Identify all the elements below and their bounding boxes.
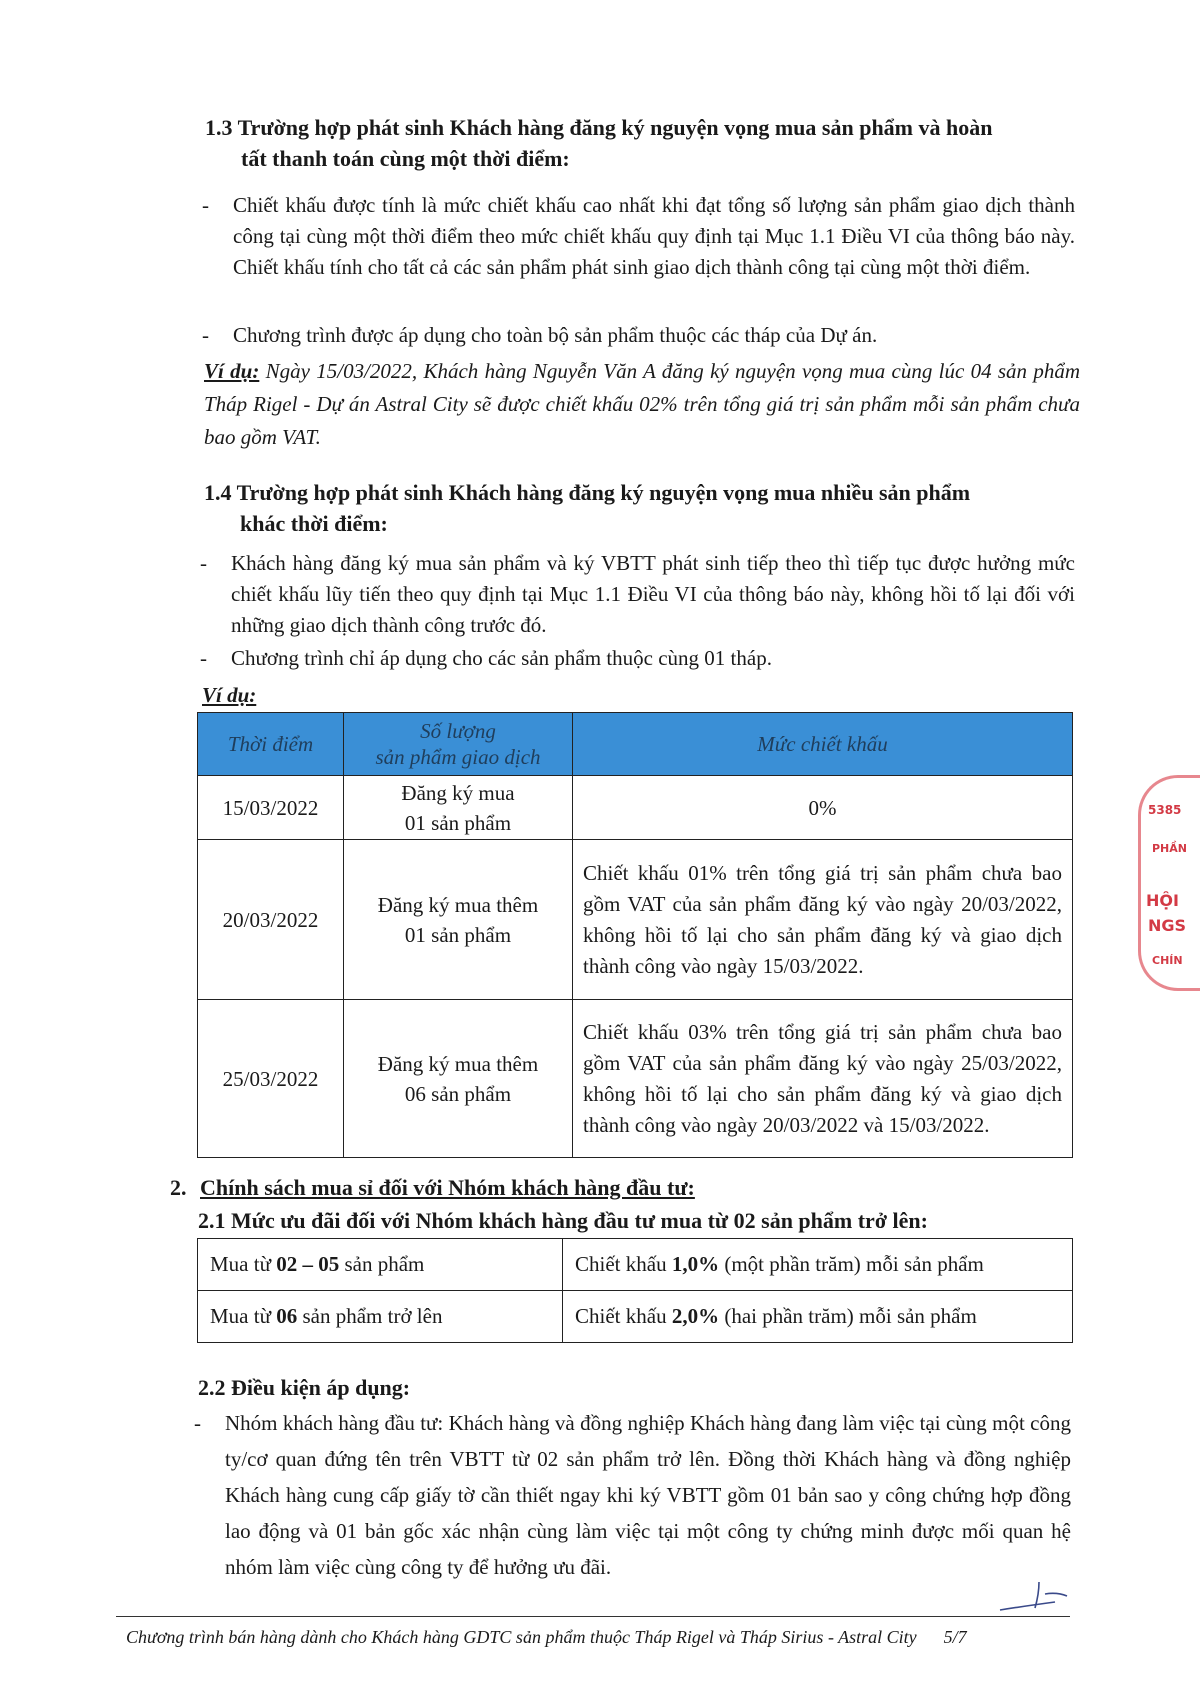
footer-text: Chương trình bán hàng dành cho Khách hàng GDTC sản phẩm thuộc Tháp Rigel và Tháp Sirius - Astral City [126, 1627, 917, 1647]
qty-prefix: Mua từ [210, 1252, 277, 1276]
qty-prefix: Mua từ [210, 1304, 277, 1328]
example-label-1-4: Ví dụ: [202, 683, 257, 707]
qty-suffix: sản phẩm trở lên [297, 1304, 443, 1328]
header-discount: Mức chiết khấu [573, 713, 1073, 776]
section-1-3-heading [205, 112, 1085, 174]
qty-line1: Đăng ký mua [401, 780, 515, 805]
qty-line1: Đăng ký mua thêm [377, 892, 539, 917]
section-2-1-heading: 2.1 Mức ưu đãi đối với Nhóm khách hàng đầu tư mua từ 02 sản phẩm trở lên: [198, 1208, 928, 1233]
cell-quantity [198, 1291, 563, 1343]
heading-line-2: tất thanh toán cùng một thời điểm: [241, 146, 570, 171]
qty-suffix: sản phẩm [339, 1252, 425, 1276]
table-header-row [198, 713, 1073, 776]
header-quantity-line1: Số lượng [420, 719, 496, 743]
stamp-text: NGS [1148, 916, 1187, 935]
cell-date: 20/03/2022 [198, 840, 344, 1000]
header-quantity [344, 713, 573, 776]
cell-quantity [198, 1239, 563, 1291]
cell-quantity [344, 1000, 573, 1158]
disc-suffix: (một phần trăm) mỗi sản phẩm [719, 1252, 984, 1276]
example-text: Ngày 15/03/2022, Khách hàng Nguyễn Văn A đăng ký nguyện vọng mua cùng lúc 04 sản phẩm Tháp Rigel - Dự án Astral City sẽ được chiết khấu 02% trên tổng giá trị sản phẩm mỗi sản phẩm chưa bao gồm VAT. [204, 359, 1081, 449]
bullet-1-3-a [202, 190, 1075, 283]
stamp-text: PHẦN [1152, 842, 1187, 855]
table-row [198, 1239, 1073, 1291]
stamp-text: HỘI [1146, 891, 1179, 910]
footer-divider [116, 1616, 1070, 1617]
qty-line2: 01 sản phẩm [404, 922, 512, 947]
table-row [198, 1291, 1073, 1343]
section-1-4-heading [204, 477, 1084, 539]
header-time: Thời điểm [198, 713, 344, 776]
section-2-number: 2. [170, 1175, 187, 1200]
table-row [198, 1000, 1073, 1158]
disc-suffix: (hai phần trăm) mỗi sản phẩm [719, 1304, 977, 1328]
stamp-text: 5385 [1148, 803, 1182, 817]
example-1-3 [204, 355, 1080, 454]
qty-bold: 06 [276, 1304, 298, 1328]
cell-date: 15/03/2022 [198, 776, 344, 840]
bullet-dash: - [200, 551, 207, 575]
cell-discount [563, 1291, 1073, 1343]
qty-line2: 06 sản phẩm [404, 1081, 512, 1106]
bullet-dash: - [200, 646, 207, 670]
disc-prefix: Chiết khấu [575, 1252, 672, 1276]
cell-quantity [344, 776, 573, 840]
bullet-dash: - [202, 193, 209, 217]
bullet-text: Nhóm khách hàng đầu tư: Khách hàng và đồng nghiệp Khách hàng đang làm việc tại cùng một công ty/cơ quan đứng tên trên VBTT từ 02 sản phẩm trở lên. Đồng thời Khách hàng và đồng nghiệp Khách hàng cung cấp giấy tờ cần thiết ngay khi ký VBTT gồm 01 bản sao y công chứng hợp đồng lao động và 01 bản gốc xác nhận cùng làm việc tại một công ty chứng minh được mối quan hệ nhóm làm việc cùng công ty để hưởng ưu đãi. [225, 1411, 1071, 1579]
cell-date: 25/03/2022 [198, 1000, 344, 1158]
bullet-1-4-a [200, 548, 1075, 641]
cell-quantity [344, 840, 573, 1000]
table-row [198, 840, 1073, 1000]
bullet-1-4-b [200, 643, 1075, 674]
disc-bold: 1,0% [671, 1252, 720, 1276]
signature-mark [995, 1572, 1075, 1622]
stamp-text: CHÍN [1152, 954, 1183, 967]
heading-line-2: khác thời điểm: [240, 511, 388, 536]
heading-line-1: 1.4 Trường hợp phát sinh Khách hàng đăng ký nguyện vọng mua nhiều sản phẩm [204, 480, 971, 505]
qty-line1: Đăng ký mua thêm [377, 1051, 539, 1076]
disc-prefix: Chiết khấu [575, 1304, 672, 1328]
bullet-dash: - [202, 323, 209, 347]
bullet-1-3-b [202, 320, 1075, 351]
bullet-dash: - [194, 1411, 201, 1435]
disc-bold: 2,0% [671, 1304, 720, 1328]
cell-discount [563, 1239, 1073, 1291]
example-discount-table [197, 712, 1073, 1158]
wholesale-discount-table [197, 1238, 1073, 1343]
section-2-title: Chính sách mua sỉ đối với Nhóm khách hàng đầu tư: [200, 1175, 695, 1200]
example-label: Ví dụ: [204, 359, 260, 383]
section-2-2-heading: 2.2 Điều kiện áp dụng: [198, 1375, 411, 1400]
page-footer [126, 1622, 967, 1653]
qty-bold: 02 – 05 [276, 1252, 340, 1276]
section-2-heading [170, 1172, 695, 1203]
company-stamp [1138, 775, 1200, 985]
bullet-text: Chương trình được áp dụng cho toàn bộ sản phẩm thuộc các tháp của Dự án. [233, 323, 878, 347]
heading-line-1: 1.3 Trường hợp phát sinh Khách hàng đăng ký nguyện vọng mua sản phẩm và hoàn [205, 115, 993, 140]
bullet-text: Chương trình chỉ áp dụng cho các sản phẩm thuộc cùng 01 tháp. [231, 646, 772, 670]
bullet-2-2 [194, 1405, 1071, 1585]
cell-discount: 0% [573, 776, 1073, 840]
cell-discount: Chiết khấu 03% trên tổng giá trị sản phẩm chưa bao gồm VAT của sản phẩm đăng ký vào ngày 25/03/2022, không hồi tố lại cho sản phẩm đăng ký và giao dịch thành công vào ngày 20/03/2022 và 15/03/2022. [573, 1000, 1073, 1158]
table-row [198, 776, 1073, 840]
header-quantity-line2: sản phẩm giao dịch [375, 745, 541, 769]
bullet-text: Khách hàng đăng ký mua sản phẩm và ký VBTT phát sinh tiếp theo thì tiếp tục được hưởng mức chiết khấu lũy tiến theo quy định tại Mục 1.1 Điều VI của thông báo này, không hồi tố lại đối với những giao dịch thành công trước đó. [231, 551, 1075, 637]
page-number: 5/7 [943, 1627, 967, 1647]
cell-discount: Chiết khấu 01% trên tổng giá trị sản phẩm chưa bao gồm VAT của sản phẩm đăng ký vào ngày 20/03/2022, không hồi tố lại cho sản phẩm đăng ký và giao dịch thành công vào ngày 15/03/2022. [573, 840, 1073, 1000]
bullet-text: Chiết khấu được tính là mức chiết khấu cao nhất khi đạt tổng số lượng sản phẩm giao dịch thành công tại cùng một thời điểm theo mức chiết khấu quy định tại Mục 1.1 Điều VI của thông báo này. Chiết khấu tính cho tất cả các sản phẩm phát sinh giao dịch thành công tại cùng một thời điểm. [233, 193, 1075, 279]
qty-line2: 01 sản phẩm [404, 810, 512, 835]
